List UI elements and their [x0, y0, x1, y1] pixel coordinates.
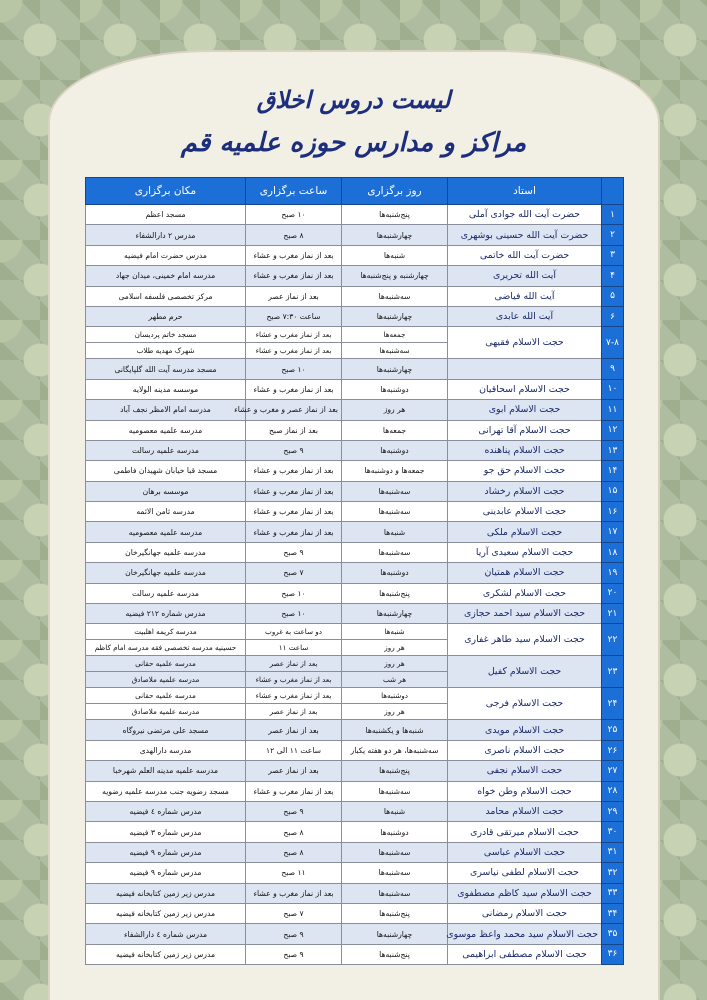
header-day: روز برگزاری [342, 178, 448, 205]
place-cell: مسجد مدرسه آیت الله گلپایگانی [86, 359, 246, 379]
day-cell: سه‌شنبه‌ها، هر دو هفته یکبار [342, 740, 448, 760]
table-row [86, 656, 624, 672]
day-cell: چهارشنبه‌ها [342, 604, 448, 624]
time-cell: بعد از نماز عصر [246, 656, 342, 672]
time-cell: بعد از نماز مغرب و عشاء [246, 688, 342, 704]
place-cell: مدرسه کریمه اهلبیت [86, 624, 246, 640]
teacher-name: حضرت آیت الله جوادی آملی [448, 205, 602, 225]
row-number: ۲۸ [602, 781, 624, 801]
day-cell: پنج‌شنبه‌ها [342, 944, 448, 964]
row-number: ۲۵ [602, 720, 624, 740]
day-cell: چهارشنبه‌ها [342, 924, 448, 944]
teacher-name: حجت الاسلام نجفی [448, 761, 602, 781]
time-cell: دو ساعت به غروب [246, 624, 342, 640]
place-cell: حسینیه مدرسه تخصصی فقه مدرسه امام کاظم [86, 640, 246, 656]
header-num [602, 178, 624, 205]
row-number: ۶ [602, 306, 624, 326]
day-cell: هر روز [342, 656, 448, 672]
lessons-table [85, 177, 624, 965]
row-number: ۱۶ [602, 502, 624, 522]
teacher-name: حجت الاسلام سید محمد واعظ موسوی [448, 924, 602, 944]
place-cell: مدرسه علمیه ملاصادق [86, 704, 246, 720]
table-row [86, 624, 624, 640]
table-row [86, 359, 624, 379]
row-number: ۲ [602, 225, 624, 245]
place-cell: مدرسه علمیه حقانی [86, 688, 246, 704]
time-cell: بعد از نماز مغرب و عشاء [246, 245, 342, 265]
table-row [86, 883, 624, 903]
table-row [86, 502, 624, 522]
time-cell: ۱۰ صبح [246, 604, 342, 624]
table-row [86, 522, 624, 542]
title-line-1: لیست دروس اخلاق [256, 86, 451, 114]
row-number: ۱۰ [602, 379, 624, 399]
teacher-name: حجت الاسلام مویدی [448, 720, 602, 740]
place-cell: مدرس شماره ٤ فیضیه [86, 801, 246, 821]
row-number: ۹ [602, 359, 624, 379]
table-row [86, 420, 624, 440]
table-row [86, 740, 624, 760]
time-cell: ۱۱ صبح [246, 863, 342, 883]
table-row [86, 903, 624, 923]
place-cell: مدرس ۲ دارالشفاء [86, 225, 246, 245]
table-row [86, 245, 624, 265]
teacher-name: حجت الاسلام محامد [448, 801, 602, 821]
table-row [86, 266, 624, 286]
row-number: ۱۴ [602, 461, 624, 481]
table-row [86, 461, 624, 481]
day-cell: سه‌شنبه‌ها [342, 343, 448, 359]
place-cell: مرکز تخصصی فلسفه اسلامی [86, 286, 246, 306]
table-row [86, 306, 624, 326]
teacher-name: آیت الله تحریری [448, 266, 602, 286]
time-cell: ۷ صبح [246, 563, 342, 583]
day-cell: دوشنبه‌ها [342, 379, 448, 399]
place-cell: مدرس شماره ۹ فیضیه [86, 863, 246, 883]
place-cell: مدرس زیر زمین کتابخانه فیضیه [86, 944, 246, 964]
teacher-name: حجت الاسلام فقیهی [448, 327, 602, 359]
time-cell: بعد از نماز مغرب و عشاء [246, 672, 342, 688]
row-number: ۳۶ [602, 944, 624, 964]
time-cell: ۹ صبح [246, 801, 342, 821]
table-row [86, 604, 624, 624]
day-cell: سه‌شنبه‌ها [342, 883, 448, 903]
place-cell: مدرسه علمیه جهانگیرخان [86, 563, 246, 583]
time-cell: بعد از نماز مغرب و عشاء [246, 379, 342, 399]
row-number: ۳ [602, 245, 624, 265]
day-cell: سه‌شنبه‌ها [342, 481, 448, 501]
teacher-name: آیت الله فیاضی [448, 286, 602, 306]
time-cell: ۱۰ صبح [246, 583, 342, 603]
day-cell: هر شب [342, 672, 448, 688]
day-cell: جمعه‌ها [342, 420, 448, 440]
day-cell: چهارشنبه‌ها [342, 225, 448, 245]
time-cell: بعد از نماز مغرب و عشاء [246, 502, 342, 522]
day-cell: سه‌شنبه‌ها [342, 781, 448, 801]
table-row [86, 286, 624, 306]
day-cell: چهارشنبه‌ها [342, 359, 448, 379]
teacher-name: حجت الاسلام ملکی [448, 522, 602, 542]
time-cell: بعد از نماز مغرب و عشاء [246, 327, 342, 343]
day-cell: پنج‌شنبه‌ها [342, 761, 448, 781]
day-cell: دوشنبه‌ها [342, 822, 448, 842]
place-cell: مدرسه علمیه رسالت [86, 583, 246, 603]
row-number: ۱۱ [602, 400, 624, 420]
teacher-name: حجت الاسلام اسحاقیان [448, 379, 602, 399]
place-cell: مسجد رضویه جنب مدرسه علمیه رضویه [86, 781, 246, 801]
day-cell: شنبه‌ها [342, 801, 448, 821]
time-cell: بعد از نماز مغرب و عشاء [246, 481, 342, 501]
place-cell: مدرسه دارالهدی [86, 740, 246, 760]
row-number: ۲۲ [602, 624, 624, 656]
day-cell: هر روز [342, 640, 448, 656]
time-cell: بعد از نماز مغرب و عشاء [246, 266, 342, 286]
day-cell: پنج‌شنبه‌ها [342, 903, 448, 923]
row-number: ۱۲ [602, 420, 624, 440]
time-cell: ۹ صبح [246, 944, 342, 964]
day-cell: دوشنبه‌ها [342, 440, 448, 460]
row-number: ۱۳ [602, 440, 624, 460]
time-cell: بعد از نماز عصر [246, 761, 342, 781]
time-cell: بعد از نماز مغرب و عشاء [246, 883, 342, 903]
time-cell: ۹ صبح [246, 440, 342, 460]
teacher-name: حجت الاسلام کفیل [448, 656, 602, 688]
teacher-name: حجت الاسلام عباسی [448, 842, 602, 862]
row-number: ۴ [602, 266, 624, 286]
table-row [86, 863, 624, 883]
time-cell: بعد از نماز عصر [246, 704, 342, 720]
time-cell: ۱۰ صبح [246, 359, 342, 379]
table-row [86, 481, 624, 501]
place-cell: مدرسه علمیه مدینه العلم شهرخبا [86, 761, 246, 781]
day-cell: هر روز [342, 400, 448, 420]
day-cell: چهارشنبه‌ها [342, 306, 448, 326]
teacher-name: حجت الاسلام عابدینی [448, 502, 602, 522]
day-cell: سه‌شنبه‌ها [342, 502, 448, 522]
row-number: ۱ [602, 205, 624, 225]
row-number: ۳۴ [602, 903, 624, 923]
place-cell: مدرسه امام الامظر نجف آباد [86, 400, 246, 420]
table-row [86, 205, 624, 225]
time-cell: بعد از نماز عصر [246, 720, 342, 740]
header-time: ساعت برگزاری [246, 178, 342, 205]
day-cell: پنج‌شنبه‌ها [342, 205, 448, 225]
place-cell: مدرس زیر زمین کتابخانه فیضیه [86, 883, 246, 903]
day-cell: دوشنبه‌ها [342, 563, 448, 583]
table-row [86, 944, 624, 964]
table-row [86, 225, 624, 245]
day-cell: پنج‌شنبه‌ها [342, 583, 448, 603]
day-cell: شنبه‌ها و یکشنبه‌ها [342, 720, 448, 740]
teacher-name: حجت الاسلام ناصری [448, 740, 602, 760]
row-number: ۱۷ [602, 522, 624, 542]
row-number: ۳۳ [602, 883, 624, 903]
row-number: ۲۹ [602, 801, 624, 821]
table-body [86, 205, 624, 965]
day-cell: سه‌شنبه‌ها [342, 542, 448, 562]
day-cell: شنبه‌ها [342, 624, 448, 640]
time-cell: بعد از نماز عصر و مغرب و عشاء [246, 400, 342, 420]
row-number: ۷-۸ [602, 327, 624, 359]
row-number: ۲۷ [602, 761, 624, 781]
row-number: ۱۵ [602, 481, 624, 501]
table-row [86, 801, 624, 821]
teacher-name: حجت الاسلام وطن خواه [448, 781, 602, 801]
time-cell: بعد از نماز مغرب و عشاء [246, 461, 342, 481]
time-cell: بعد از نماز مغرب و عشاء [246, 522, 342, 542]
place-cell: مدرسه ثامن الائمه [86, 502, 246, 522]
place-cell: موسسه مدینه الولایه [86, 379, 246, 399]
row-number: ۱۸ [602, 542, 624, 562]
day-cell: چهارشنبه و پنج‌شنبه‌ها [342, 266, 448, 286]
teacher-name: حضرت آیت الله حسینی بوشهری [448, 225, 602, 245]
place-cell: مسجد خاتم پردیسان [86, 327, 246, 343]
table-row [86, 327, 624, 343]
table-row [86, 781, 624, 801]
teacher-name: حجت الاسلام لطفی نیاسری [448, 863, 602, 883]
table-row [86, 563, 624, 583]
day-cell: سه‌شنبه‌ها [342, 863, 448, 883]
place-cell: مدرسه علمیه جهانگیرخان [86, 542, 246, 562]
place-cell: مدرس حضرت امام فیضیه [86, 245, 246, 265]
day-cell: سه‌شنبه‌ها [342, 842, 448, 862]
table-row [86, 583, 624, 603]
teacher-name: حجت الاسلام ابوی [448, 400, 602, 420]
teacher-name: حجت الاسلام میرتقی قادری [448, 822, 602, 842]
teacher-name: حجت الاسلام سید احمد حجازی [448, 604, 602, 624]
table-row [86, 822, 624, 842]
header-place: مکان برگزاری [86, 178, 246, 205]
time-cell: بعد از نماز صبح [246, 420, 342, 440]
row-number: ۳۲ [602, 863, 624, 883]
teacher-name: حجت الاسلام فرجی [448, 688, 602, 720]
teacher-name: حجت الاسلام آقا تهرانی [448, 420, 602, 440]
time-cell: بعد از نماز عصر [246, 286, 342, 306]
place-cell: مدرسه امام خمینی، میدان جهاد [86, 266, 246, 286]
teacher-name: حجت الاسلام همتیان [448, 563, 602, 583]
place-cell: حرم مطهر [86, 306, 246, 326]
day-cell: هر روز [342, 704, 448, 720]
place-cell: مدرس شماره ۲۱۲ فیضیه [86, 604, 246, 624]
place-cell: مدرس زیر زمین کتابخانه فیضیه [86, 903, 246, 923]
place-cell: مدرسه علمیه رسالت [86, 440, 246, 460]
teacher-name: حجت الاسلام سید کاظم مصطفوی [448, 883, 602, 903]
time-cell: بعد از نماز مغرب و عشاء [246, 781, 342, 801]
place-cell: مسجد علی مرتضی نیروگاه [86, 720, 246, 740]
place-cell: مسجد قبا خیابان شهیدان فاطمی [86, 461, 246, 481]
place-cell: مدرسه علمیه ملاصادق [86, 672, 246, 688]
row-number: ۲۴ [602, 688, 624, 720]
time-cell: ۹ صبح [246, 542, 342, 562]
table-row [86, 761, 624, 781]
day-cell: شنبه‌ها [342, 522, 448, 542]
header-teacher: استاد [448, 178, 602, 205]
teacher-name: حجت الاسلام سید طاهر غفاری [448, 624, 602, 656]
row-number: ۲۶ [602, 740, 624, 760]
day-cell: جمعه‌ها و دوشنبه‌ها [342, 461, 448, 481]
row-number: ۳۰ [602, 822, 624, 842]
teacher-name: حجت الاسلام پناهنده [448, 440, 602, 460]
time-cell: ساعت ۷:۳۰ صبح [246, 306, 342, 326]
day-cell: جمعه‌ها [342, 327, 448, 343]
time-cell: ۸ صبح [246, 225, 342, 245]
time-cell: بعد از نماز مغرب و عشاء [246, 343, 342, 359]
day-cell: شنبه‌ها [342, 245, 448, 265]
time-cell: ساعت ۱۱ الی ۱۲ [246, 740, 342, 760]
time-cell: ۸ صبح [246, 822, 342, 842]
table-row [86, 542, 624, 562]
teacher-name: حجت الاسلام حق جو [448, 461, 602, 481]
row-number: ۳۱ [602, 842, 624, 862]
time-cell: ۱۰ صبح [246, 205, 342, 225]
row-number: ۲۰ [602, 583, 624, 603]
table-row [86, 379, 624, 399]
time-cell: ۹ صبح [246, 924, 342, 944]
row-number: ۳۵ [602, 924, 624, 944]
teacher-name: آیت الله عابدی [448, 306, 602, 326]
table-row [86, 720, 624, 740]
row-number: ۱۹ [602, 563, 624, 583]
place-cell: مدرسه علمیه معصومیه [86, 522, 246, 542]
teacher-name: حجت الاسلام سعیدی آریا [448, 542, 602, 562]
teacher-name: حضرت آیت الله خاتمی [448, 245, 602, 265]
time-cell: ساعت ۱۱ [246, 640, 342, 656]
table-row [86, 924, 624, 944]
teacher-name: حجت الاسلام رمضانی [448, 903, 602, 923]
row-number: ۵ [602, 286, 624, 306]
time-cell: ۸ صبح [246, 842, 342, 862]
place-cell: مدرسه علمیه حقانی [86, 656, 246, 672]
table-header-row [86, 178, 624, 205]
day-cell: سه‌شنبه‌ها [342, 286, 448, 306]
time-cell: ۷ صبح [246, 903, 342, 923]
row-number: ۲۱ [602, 604, 624, 624]
place-cell: مدرس شماره ۹ فیضیه [86, 842, 246, 862]
teacher-name: حجت الاسلام رخشاد [448, 481, 602, 501]
row-number: ۲۳ [602, 656, 624, 688]
teacher-name [448, 359, 602, 379]
place-cell: مدرسه علمیه معصومیه [86, 420, 246, 440]
place-cell: شهرک مهدیه طلاب [86, 343, 246, 359]
place-cell: مدرس شماره ٤ دارالشفاء [86, 924, 246, 944]
place-cell: موسسه برهان [86, 481, 246, 501]
title-line-2: مراکز و مدارس حوزه علمیه قم [180, 128, 527, 158]
day-cell: دوشنبه‌ها [342, 688, 448, 704]
table-row [86, 842, 624, 862]
table-row [86, 440, 624, 460]
table-row [86, 688, 624, 704]
teacher-name: حجت الاسلام لشکری [448, 583, 602, 603]
place-cell: مدرس شماره ۳ فیضیه [86, 822, 246, 842]
place-cell: مسجد اعظم [86, 205, 246, 225]
table-row [86, 400, 624, 420]
teacher-name: حجت الاسلام مصطفی ابراهیمی [448, 944, 602, 964]
